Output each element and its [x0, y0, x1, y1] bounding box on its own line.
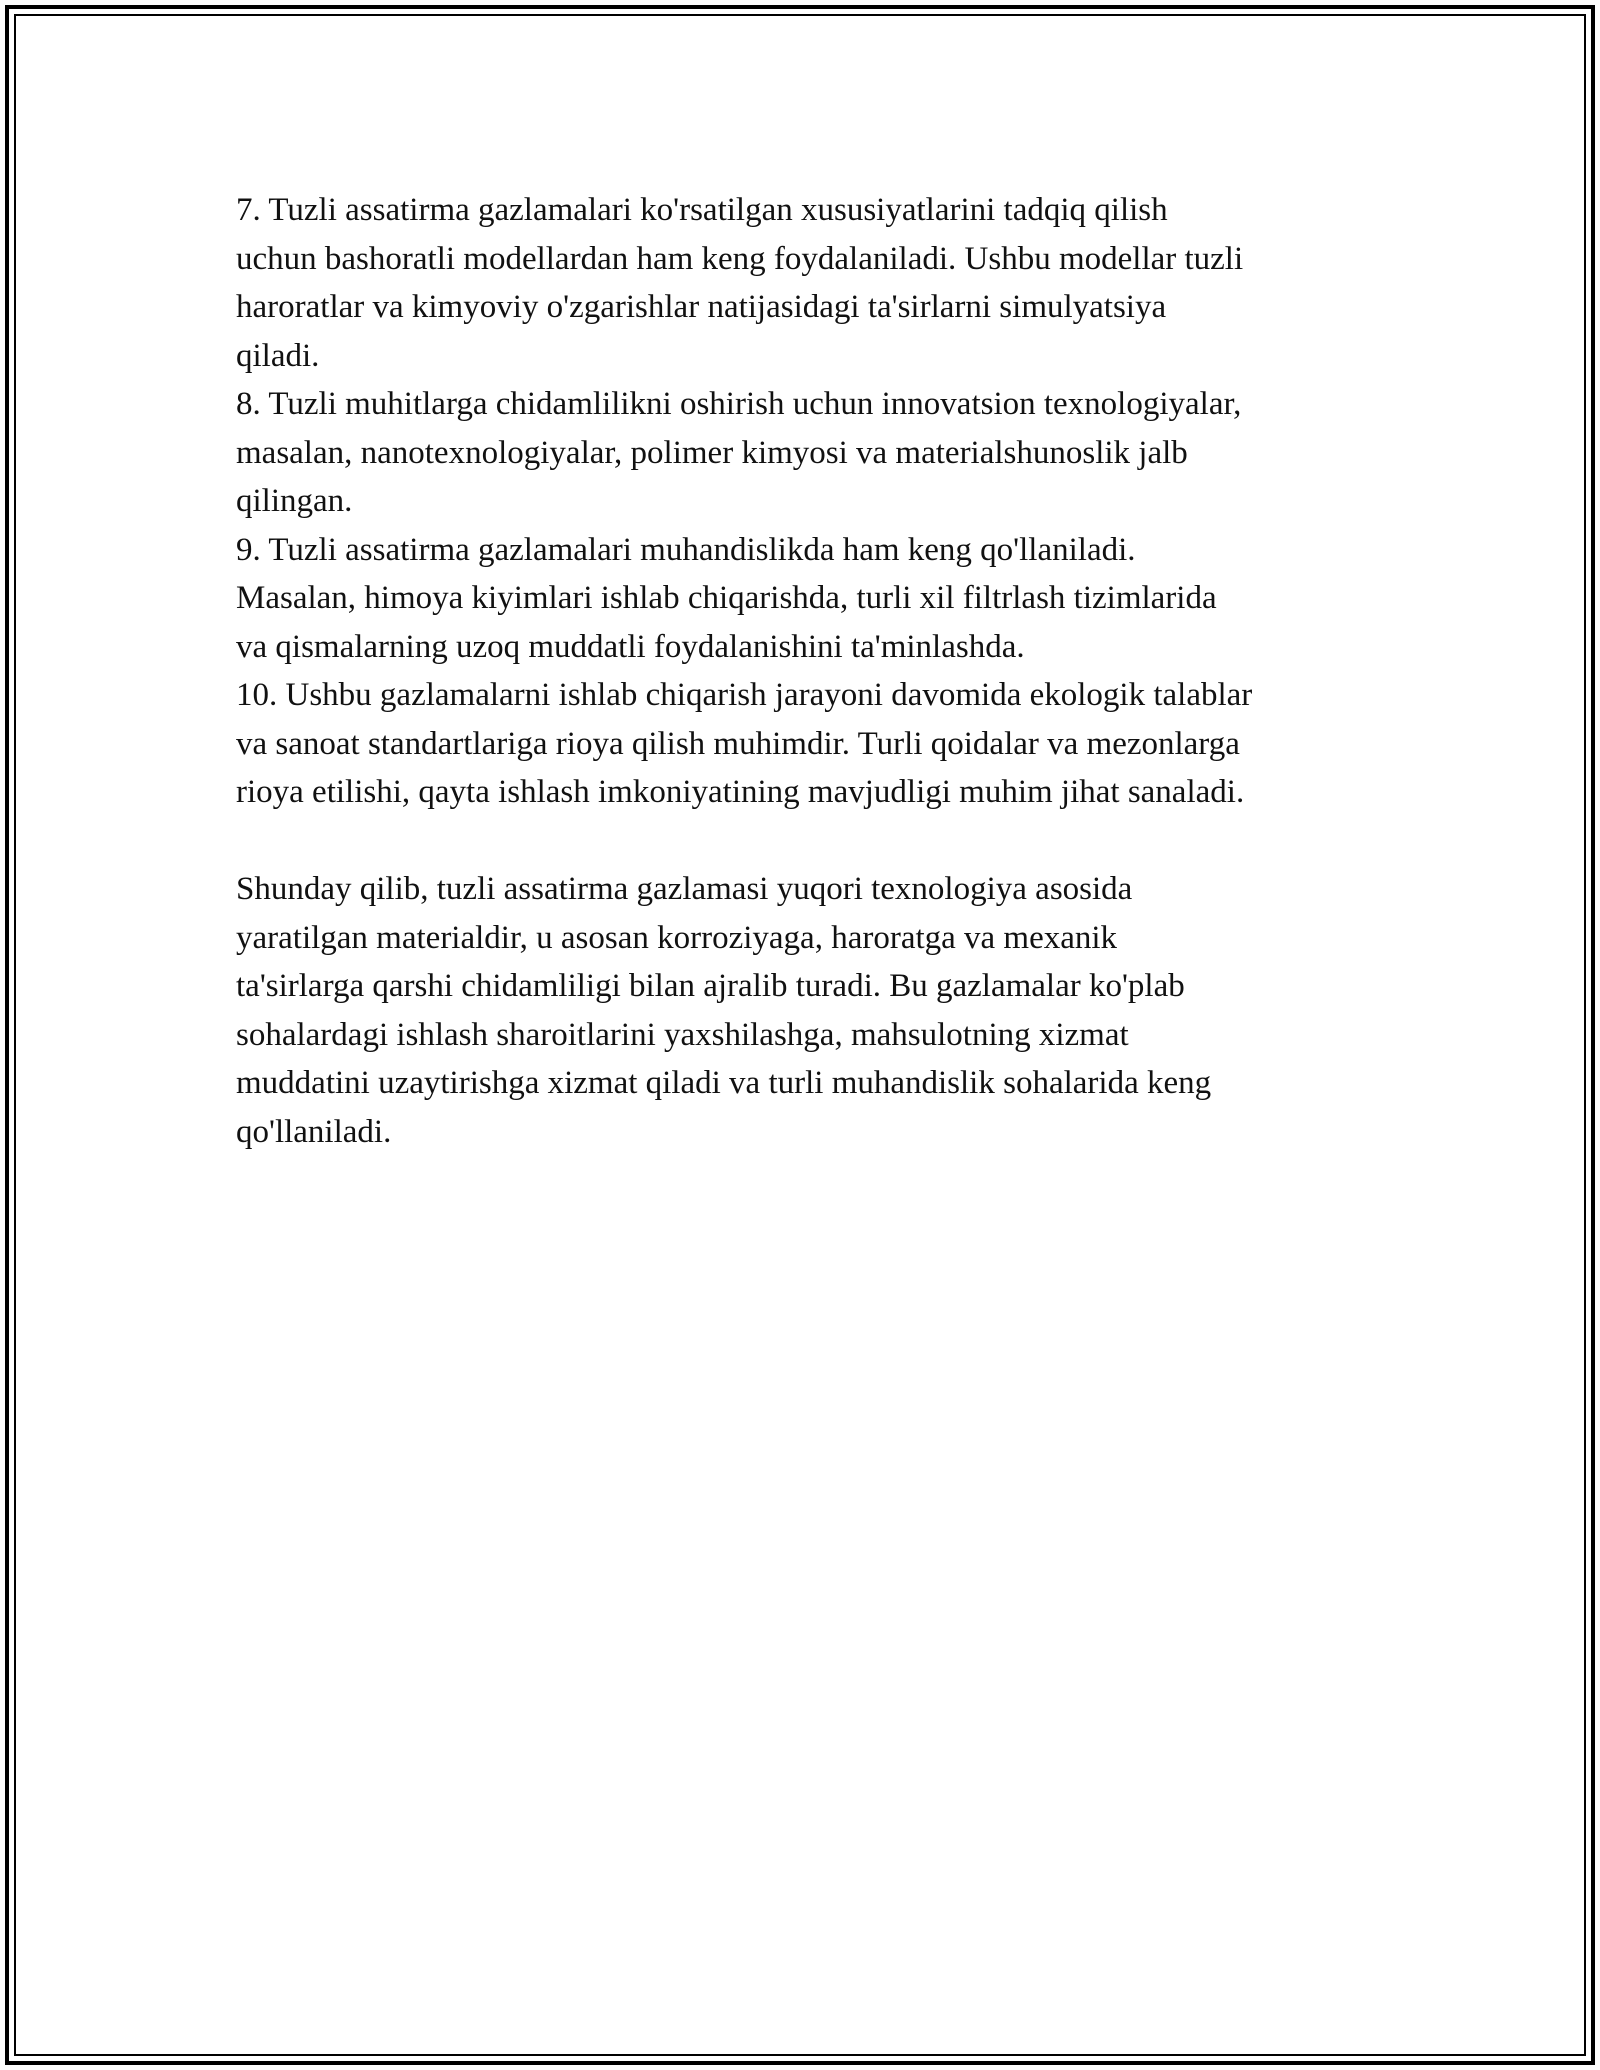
- text-line: va sanoat standartlariga rioya qilish muhimdir. Turli qoidalar va mezonlarga: [236, 725, 1240, 762]
- text-line: yaratilgan materialdir, u asosan korroziyaga, haroratga va mexanik: [236, 919, 1118, 956]
- text-line: 10. Ushbu gazlamalarni ishlab chiqarish jarayoni davomida ekologik talablar: [236, 677, 1253, 713]
- text-line: rioya etilishi, qayta ishlash imkoniyatining mavjudligi muhim jihat sanaladi.: [236, 774, 1245, 810]
- conclusion-paragraph: [236, 865, 1376, 1156]
- text-line: muddatini uzaytirishga xizmat qiladi va turli muhandislik sohalarida keng: [236, 1065, 1212, 1101]
- text-line: qilingan.: [236, 483, 353, 519]
- text-line: haroratlar va kimyoviy o'zgarishlar natijasidagi ta'sirlarni simulyatsiya: [236, 289, 1167, 325]
- text-line: 7. Tuzli assatirma gazlamalari ko'rsatilgan xususiyatlarini tadqiq qilish: [236, 192, 1168, 228]
- list-item-7: [236, 186, 1376, 380]
- text-line: ta'sirlarga qarshi chidamliligi bilan ajralib turadi. Bu gazlamalar ko'plab: [236, 968, 1185, 1004]
- text-line: Shunday qilib, tuzli assatirma gazlamasi yuqori texnologiya asosida: [236, 871, 1133, 907]
- text-line: 9. Tuzli assatirma gazlamalari muhandislikda ham keng qo'llaniladi.: [236, 531, 1136, 568]
- text-line: qo'llaniladi.: [236, 1113, 392, 1150]
- text-line: va qismalarning uzoq muddatli foydalanishini ta'minlashda.: [236, 628, 1025, 665]
- document-body: [236, 186, 1376, 1156]
- text-line: sohalardagi ishlash sharoitlarini yaxshilashga, mahsulotning xizmat: [236, 1016, 1129, 1053]
- text-line: Masalan, himoya kiyimlari ishlab chiqarishda, turli xil filtrlash tizimlarida: [236, 580, 1217, 616]
- text-line: 8. Tuzli muhitlarga chidamlilikni oshirish uchun innovatsion texnologiyalar,: [236, 386, 1242, 422]
- paragraph-gap: [236, 817, 1376, 866]
- list-item-9: [236, 526, 1376, 672]
- text-line: uchun bashoratli modellardan ham keng foydalaniladi. Ushbu modellar tuzli: [236, 240, 1244, 277]
- text-line: qiladi.: [236, 337, 320, 374]
- list-item-8: [236, 380, 1376, 526]
- text-line: masalan, nanotexnologiyalar, polimer kimyosi va materialshunoslik jalb: [236, 434, 1188, 471]
- list-item-10: [236, 671, 1376, 817]
